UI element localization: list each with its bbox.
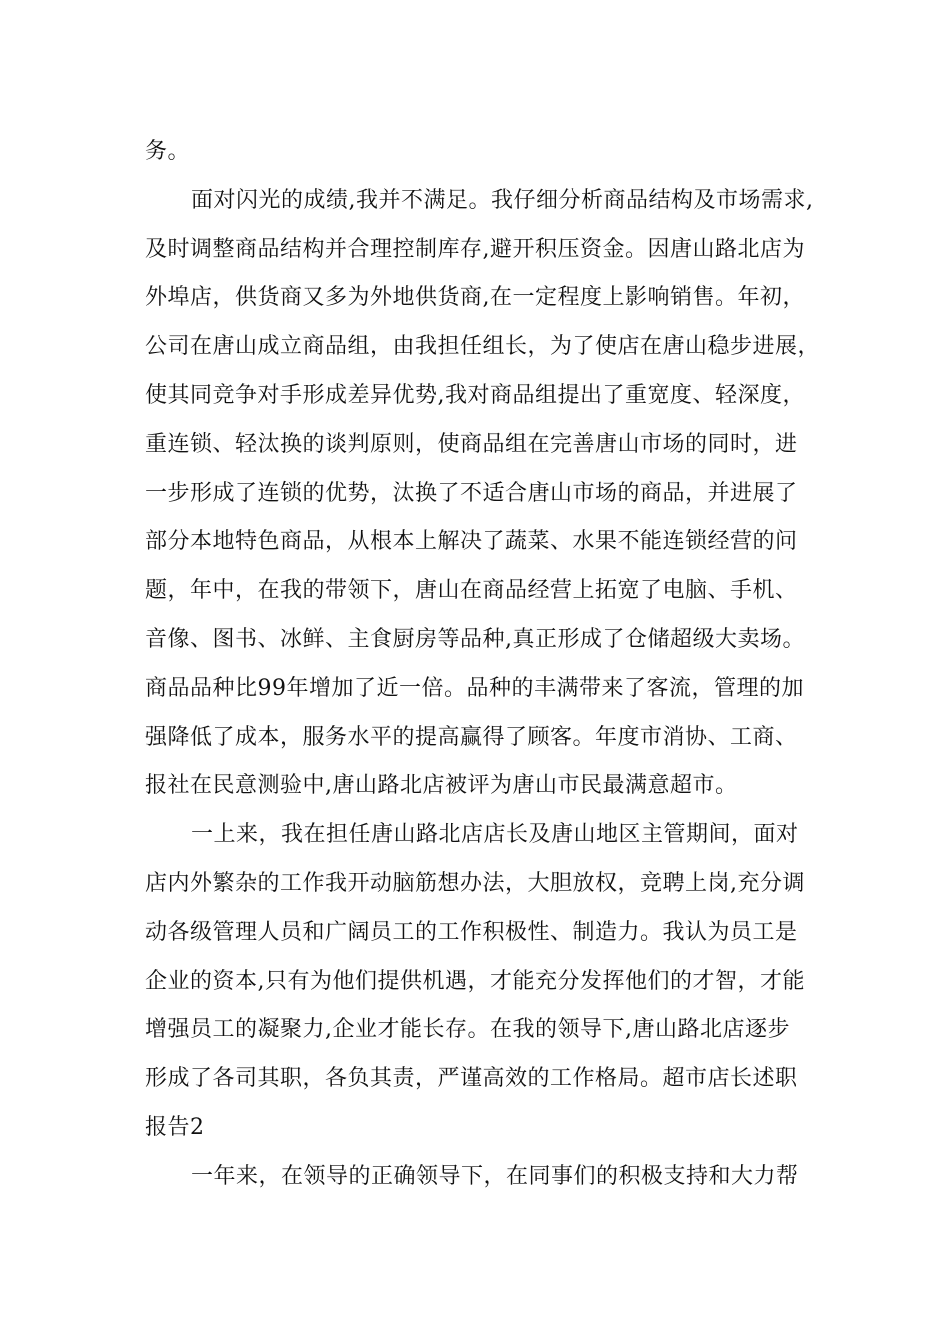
text-line: 及时调整商品结构并合理控制库存,避开积压资金。因唐山路北店为 [145, 236, 805, 262]
text-line: 形成了各司其职，各负其责，严谨高效的工作格局。超市店长述职 [145, 1066, 798, 1092]
text-line: 一上来，我在担任唐山路北店店长及唐山地区主管期间，面对 [191, 822, 799, 848]
text-line: 使其同竞争对手形成差异优势,我对商品组提出了重宽度、轻深度， [145, 382, 805, 408]
text-line: 面对闪光的成绩,我并不满足。我仔细分析商品结构及市场需求, [191, 187, 814, 213]
text-line: 重连锁、轻汰换的谈判原则，使商品组在完善唐山市场的同时，进 [145, 431, 798, 457]
text-line: 音像、图书、冰鲜、主食厨房等品种,真正形成了仓储超级大卖场。 [145, 626, 805, 652]
text-line: 强降低了成本，服务水平的提高赢得了顾客。年度市消协、工商、 [145, 724, 798, 750]
text-line: 企业的资本,只有为他们提供机遇，才能充分发挥他们的才智，才能 [145, 968, 805, 994]
text-line: 报社在民意测验中,唐山路北店被评为唐山市民最满意超市。 [145, 773, 738, 799]
text-line: 题，年中，在我的带领下，唐山在商品经营上拓宽了电脑、手机、 [145, 578, 798, 604]
text-line: 务。 [145, 139, 191, 164]
text-line: 一年来，在领导的正确领导下，在同事们的积极支持和大力帮 [191, 1163, 799, 1189]
body-text [145, 128, 821, 1202]
text-line: 外埠店，供货商又多为外地供货商,在一定程度上影响销售。年初， [145, 285, 805, 311]
text-line: 部分本地特色商品，从根本上解决了蔬菜、水果不能连锁经营的问 [145, 529, 798, 555]
text-line: 报告2 [145, 1114, 205, 1140]
text-line: 商品品种比99年增加了近一倍。品种的丰满带来了客流，管理的加 [145, 675, 804, 701]
text-line: 店内外繁杂的工作我开动脑筋想办法，大胆放权，竞聘上岗,充分调 [145, 870, 805, 896]
text-line: 增强员工的凝聚力,企业才能长存。在我的领导下,唐山路北店逐步 [145, 1017, 790, 1043]
text-line: 公司在唐山成立商品组，由我担任组长，为了使店在唐山稳步进展， [145, 334, 821, 360]
text-line: 一步形成了连锁的优势，汰换了不适合唐山市场的商品，并进展了 [145, 480, 798, 506]
text-line: 动各级管理人员和广阔员工的工作积极性、制造力。我认为员工是 [145, 919, 798, 945]
